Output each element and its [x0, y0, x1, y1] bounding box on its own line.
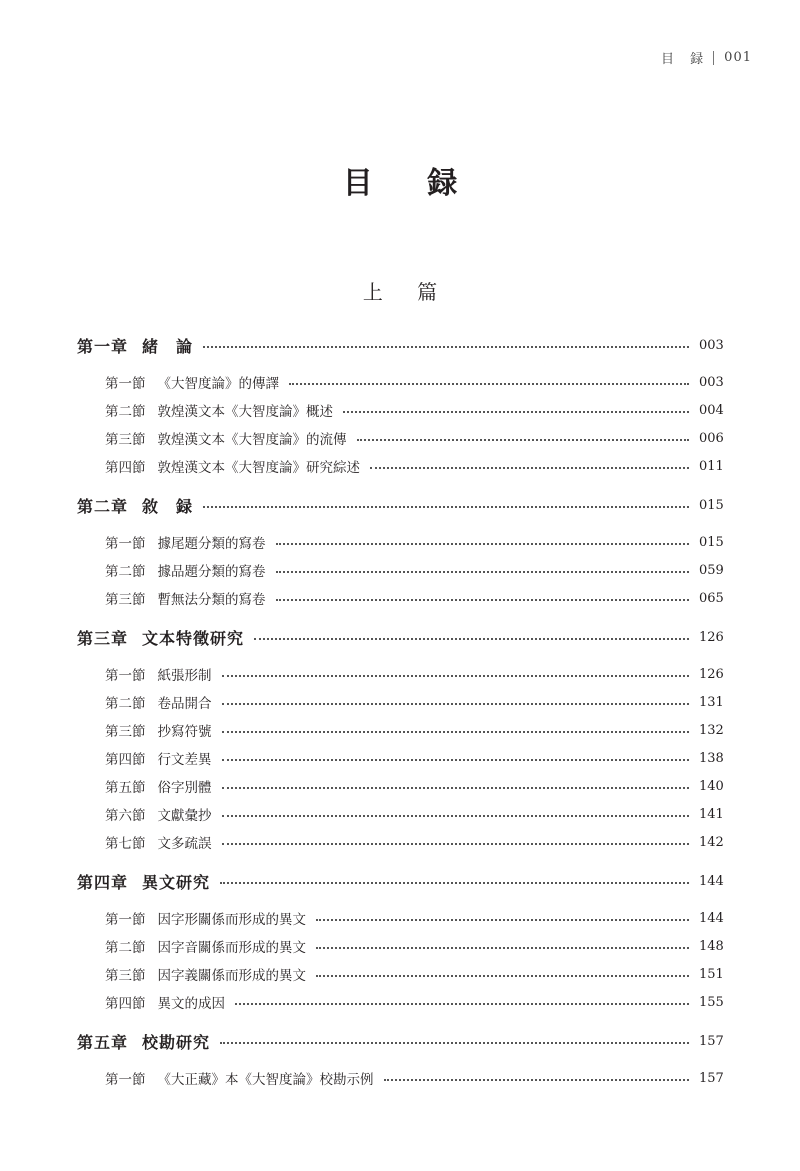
toc-chapter-entry[interactable]	[77, 866, 723, 896]
toc-entry-label	[105, 588, 266, 608]
toc-entry-label	[77, 626, 244, 649]
toc-entry-label	[105, 832, 212, 852]
toc-section-entry[interactable]	[77, 772, 723, 800]
toc-entry-number: 第四節	[105, 752, 146, 768]
toc-entry-label	[105, 560, 266, 580]
toc-chapter-entry[interactable]	[77, 1026, 723, 1056]
toc-entry-number: 第一節	[105, 1072, 146, 1088]
toc-section-entry[interactable]	[77, 528, 723, 556]
toc-entry-page-number: 003	[699, 337, 724, 353]
toc-entry-number: 第二節	[105, 404, 146, 420]
toc-entry-page-number: 059	[699, 562, 724, 578]
toc-section-entry[interactable]	[77, 452, 723, 480]
toc-entry-label	[105, 372, 279, 392]
toc-entry-name: 文獻彙抄	[157, 808, 212, 824]
toc-section-entry[interactable]	[77, 904, 723, 932]
dot-leader	[222, 787, 690, 789]
toc-entry-name: 校勘研究	[142, 1032, 211, 1052]
toc-entry-page-number: 126	[699, 666, 724, 682]
dot-leader	[203, 506, 689, 508]
toc-entry-label	[105, 400, 333, 420]
toc-entry-label	[77, 1030, 210, 1053]
toc-entry-number: 第一節	[105, 668, 146, 684]
toc-entry-name: 異文研究	[142, 872, 211, 892]
toc-chapter-entry[interactable]	[77, 490, 723, 520]
dot-leader	[276, 571, 690, 573]
dot-leader	[370, 467, 689, 469]
part-heading: 上 篇	[362, 280, 452, 304]
toc-entry-name: 《大智度論》的傳譯	[157, 376, 279, 392]
toc-entry-page-number: 142	[699, 834, 724, 850]
running-head-title: 目 録	[661, 52, 710, 67]
toc-entry-name: 異文的成因	[157, 996, 225, 1012]
dot-leader	[222, 815, 690, 817]
toc-entry-label	[105, 776, 212, 796]
toc-section-entry[interactable]	[77, 688, 723, 716]
toc-entry-label	[105, 692, 212, 712]
toc-entry-label	[105, 908, 306, 928]
toc-section-entry[interactable]	[77, 660, 723, 688]
dot-leader	[222, 759, 690, 761]
toc-entry-name: 敦煌漢文本《大智度論》概述	[157, 404, 333, 420]
toc-section-entry[interactable]	[77, 584, 723, 612]
dot-leader	[203, 346, 689, 348]
toc-entry-name: 抄寫符號	[157, 724, 212, 740]
dot-leader	[343, 411, 689, 413]
toc-entry-page-number: 140	[699, 778, 724, 794]
toc-entry-name: 緒 論	[142, 336, 194, 356]
toc-entry-number: 第三節	[105, 724, 146, 740]
toc-entry-name: 俗字別體	[157, 780, 212, 796]
toc-section-entry[interactable]	[77, 424, 723, 452]
running-head-divider	[713, 51, 714, 65]
toc-entry-page-number: 011	[699, 458, 724, 474]
toc-entry-name: 文本特徵研究	[142, 628, 245, 648]
toc-chapter-entry[interactable]	[77, 622, 723, 652]
toc-section-entry[interactable]	[77, 800, 723, 828]
toc-entry-name: 據尾題分類的寫卷	[157, 536, 266, 552]
toc-entry-page-number: 144	[699, 910, 724, 926]
toc-entry-label	[105, 428, 347, 448]
toc-entry-label	[77, 494, 193, 517]
toc-section-entry[interactable]	[77, 988, 723, 1016]
dot-leader	[276, 543, 690, 545]
toc-entry-name: 據品題分類的寫卷	[157, 564, 266, 580]
toc-section-entry[interactable]	[77, 716, 723, 744]
toc-entry-name: 文多疏誤	[157, 836, 212, 852]
toc-entry-number: 第五章	[77, 1032, 129, 1052]
toc-section-entry[interactable]	[77, 368, 723, 396]
toc-entry-name: 因字義關係而形成的異文	[157, 968, 306, 984]
toc-entry-page-number: 131	[699, 694, 724, 710]
dot-leader	[222, 731, 690, 733]
toc-section-entry[interactable]	[77, 556, 723, 584]
toc-entry-page-number: 015	[699, 534, 724, 550]
dot-leader	[220, 882, 689, 884]
dot-leader	[254, 638, 689, 640]
toc-entry-label	[105, 992, 225, 1012]
toc-entry-label	[105, 936, 306, 956]
toc-entry-page-number: 065	[699, 590, 724, 606]
toc-entry-number: 第二章	[77, 496, 129, 516]
toc-entry-page-number: 141	[699, 806, 724, 822]
dot-leader	[222, 675, 690, 677]
toc-entry-number: 第二節	[105, 564, 146, 580]
toc-entry-page-number: 003	[699, 374, 724, 390]
toc-entry-page-number: 132	[699, 722, 724, 738]
toc-entry-name: 因字形關係而形成的異文	[157, 912, 306, 928]
toc-entry-page-number: 015	[699, 497, 724, 513]
dot-leader	[357, 439, 690, 441]
toc-entry-number: 第七節	[105, 836, 146, 852]
toc-section-entry[interactable]	[77, 744, 723, 772]
toc-entry-number: 第三節	[105, 592, 146, 608]
toc-entry-page-number: 004	[699, 402, 724, 418]
toc-section-entry[interactable]	[77, 932, 723, 960]
toc-entry-number: 第五節	[105, 780, 146, 796]
dot-leader	[289, 383, 689, 385]
toc-entry-name: 《大正藏》本《大智度論》校勘示例	[157, 1072, 374, 1088]
toc-entry-label	[105, 748, 212, 768]
toc-entry-label	[105, 804, 212, 824]
toc-entry-label	[105, 720, 212, 740]
toc-section-entry[interactable]	[77, 960, 723, 988]
dot-leader	[316, 975, 689, 977]
toc-entry-name: 行文差異	[157, 752, 212, 768]
toc-entry-number: 第一章	[77, 336, 129, 356]
running-head	[661, 48, 752, 67]
toc-entry-name: 卷品開合	[157, 696, 212, 712]
toc-section-entry[interactable]	[77, 1064, 723, 1092]
dot-leader	[222, 843, 690, 845]
toc-entry-number: 第四節	[105, 460, 146, 476]
dot-leader	[235, 1003, 689, 1005]
toc-entry-page-number: 144	[699, 873, 724, 889]
toc-entry-page-number: 126	[699, 629, 724, 645]
toc-section-entry[interactable]	[77, 828, 723, 856]
toc-entry-number: 第一節	[105, 536, 146, 552]
toc-entry-number: 第一節	[105, 912, 146, 928]
toc-entry-label	[105, 1068, 374, 1088]
toc-entry-label	[77, 870, 210, 893]
toc-entry-page-number: 151	[699, 966, 724, 982]
toc-entry-label	[105, 664, 212, 684]
dot-leader	[316, 919, 689, 921]
running-head-page-number: 001	[724, 50, 752, 65]
toc-entry-page-number: 157	[699, 1033, 724, 1049]
dot-leader	[316, 947, 689, 949]
toc-entry-number: 第一節	[105, 376, 146, 392]
page-title: 目 録	[342, 166, 480, 201]
toc-entry-label	[105, 532, 266, 552]
toc-entry-number: 第六節	[105, 808, 146, 824]
dot-leader	[384, 1079, 690, 1081]
toc-section-entry[interactable]	[77, 396, 723, 424]
toc-entry-number: 第三節	[105, 968, 146, 984]
dot-leader	[222, 703, 690, 705]
toc-entry-number: 第三章	[77, 628, 129, 648]
dot-leader	[220, 1042, 689, 1044]
toc-entry-number: 第二節	[105, 696, 146, 712]
toc-entry-name: 因字音關係而形成的異文	[157, 940, 306, 956]
toc-entry-label	[77, 334, 193, 357]
toc-chapter-entry[interactable]	[77, 330, 723, 360]
toc-entry-number: 第二節	[105, 940, 146, 956]
toc-entry-page-number: 138	[699, 750, 724, 766]
toc-entry-name: 紙張形制	[157, 668, 212, 684]
dot-leader	[276, 599, 690, 601]
toc-entry-name: 敦煌漢文本《大智度論》研究綜述	[157, 460, 360, 476]
toc-entry-page-number: 148	[699, 938, 724, 954]
toc-entry-page-number: 157	[699, 1070, 724, 1086]
toc-entry-label	[105, 456, 360, 476]
toc-entry-name: 敘 録	[142, 496, 194, 516]
toc-entry-page-number: 006	[699, 430, 724, 446]
toc-entry-name: 暫無法分類的寫卷	[157, 592, 266, 608]
toc-entry-number: 第三節	[105, 432, 146, 448]
toc-entry-name: 敦煌漢文本《大智度論》的流傳	[157, 432, 347, 448]
toc-entry-number: 第四章	[77, 872, 129, 892]
table-of-contents	[77, 320, 723, 1092]
toc-entry-number: 第四節	[105, 996, 146, 1012]
toc-entry-page-number: 155	[699, 994, 724, 1010]
toc-entry-label	[105, 964, 306, 984]
